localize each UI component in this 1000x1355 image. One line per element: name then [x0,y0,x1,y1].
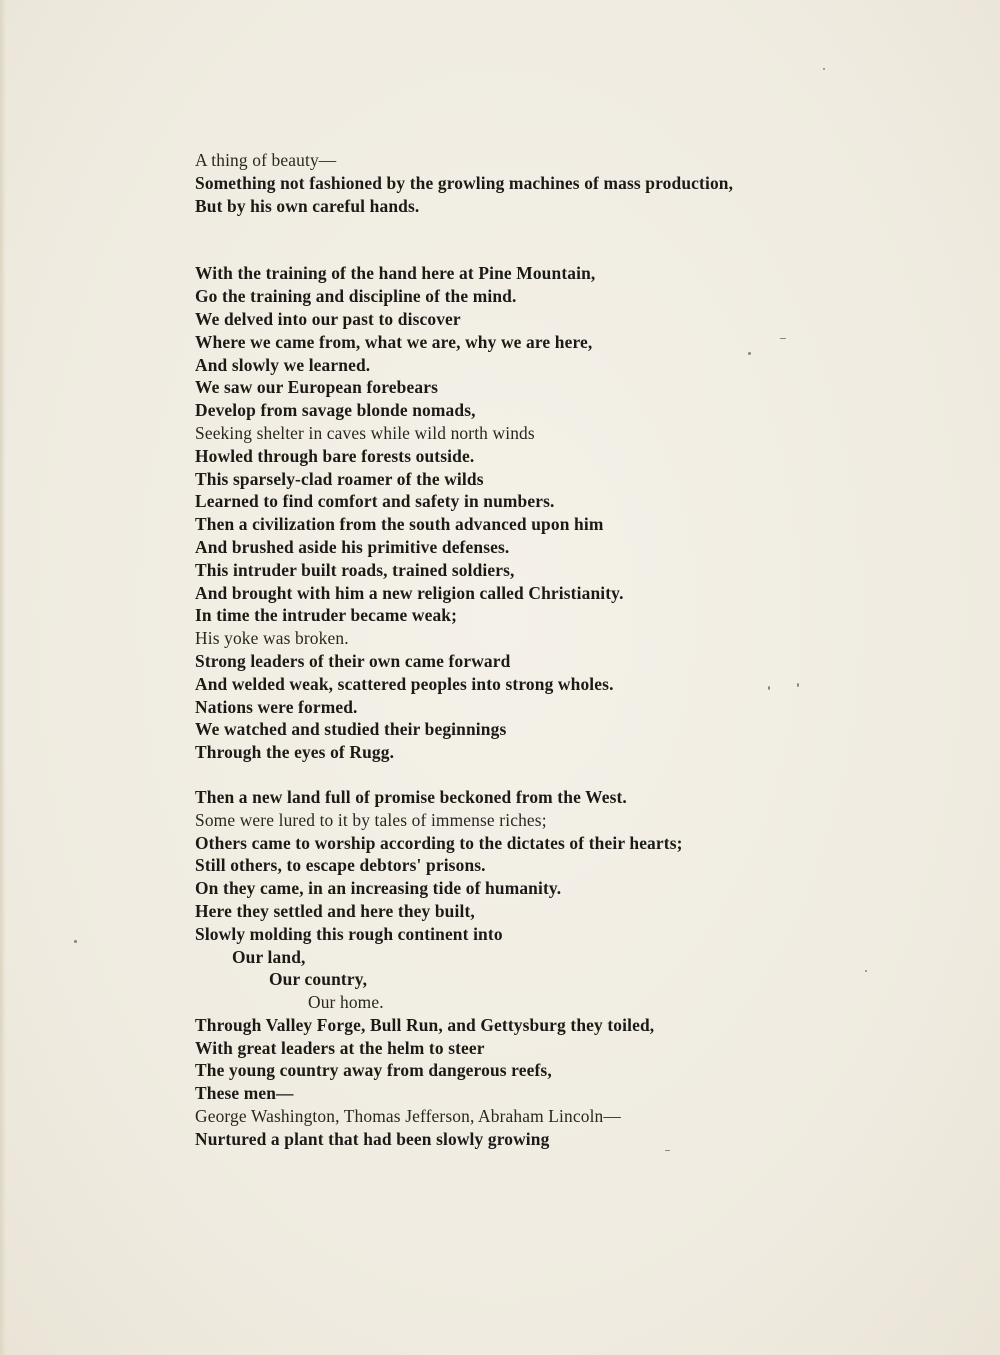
poem-line: Our home. [308,992,384,1013]
poem-line: Something not fashioned by the growling machines of mass production, [195,172,734,193]
poem-line: Our country, [269,969,368,990]
poem-line: Slowly molding this rough continent into [195,923,503,944]
poem-line: Through the eyes of Rugg. [195,742,395,763]
poem-line: This intruder built roads, trained soldiers, [195,559,515,580]
poem-line: Where we came from, what we are, why we are here, [195,331,593,352]
poem-line: Then a civilization from the south advanced upon him [195,514,604,535]
poem-line: Some were lured to it by tales of immense riches; [195,809,547,830]
poem-line: But by his own careful hands. [195,195,420,216]
poem-line: And welded weak, scattered peoples into strong wholes. [195,673,614,694]
poem-line: Learned to find comfort and safety in numbers. [195,491,555,512]
poem-line: These men— [195,1083,294,1104]
poem-line: A thing of beauty— [195,150,337,170]
poem-line: We delved into our past to discover [195,308,461,329]
paper-speck [768,686,770,690]
poem-line: His yoke was broken. [195,628,349,649]
paper-speck [665,1150,670,1151]
poem-line: Then a new land full of promise beckoned from the West. [195,786,627,807]
paper-speck [74,940,77,943]
paper-speck [780,338,786,339]
stanza-break [195,764,895,786]
poem-line: Nurtured a plant that had been slowly growing [195,1128,550,1149]
poem-line: George Washington, Thomas Jefferson, Abraham Lincoln— [195,1106,621,1127]
poem-line: In time the intruder became weak; [195,605,458,626]
paper-speck [797,683,799,687]
poem-line: And slowly we learned. [195,354,371,375]
poem-line: On they came, in an increasing tide of humanity. [195,878,562,899]
poem-line: Still others, to escape debtors' prisons. [195,855,486,876]
poem-line: Through Valley Forge, Bull Run, and Gettysburg they toiled, [195,1014,655,1035]
stanza-2 [195,262,895,764]
poem-line: Howled through bare forests outside. [195,445,475,466]
stanza-break [195,217,895,262]
stanza-1 [195,149,895,217]
poem-line: We watched and studied their beginnings [195,719,507,740]
poem-line: The young country away from dangerous reefs, [195,1060,552,1081]
poem-line: Strong leaders of their own came forward [195,650,511,671]
poem-line: Go the training and discipline of the mind. [195,286,517,307]
poem-text [195,149,895,1151]
stanza-3 [195,786,895,1151]
poem-line: We saw our European forebears [195,377,438,398]
poem-line: With great leaders at the helm to steer [195,1037,485,1058]
paper-speck [823,68,825,70]
poem-line: Nations were formed. [195,696,358,717]
poem-line: Others came to worship according to the dictates of their hearts; [195,832,683,853]
poem-line: And brushed aside his primitive defenses. [195,536,510,557]
poem-line: Seeking shelter in caves while wild north winds [195,422,535,443]
poem-line: Our land, [232,946,306,967]
poem-line: Develop from savage blonde nomads, [195,400,476,421]
poem-line: With the training of the hand here at Pine Mountain, [195,263,596,284]
page-edge-shadow [0,0,6,1355]
poem-line: This sparsely-clad roamer of the wilds [195,468,484,489]
poem-line: And brought with him a new religion called Christianity. [195,582,624,603]
poem-line: Here they settled and here they built, [195,900,475,921]
paper-speck [748,352,751,355]
paper-speck [865,970,867,972]
